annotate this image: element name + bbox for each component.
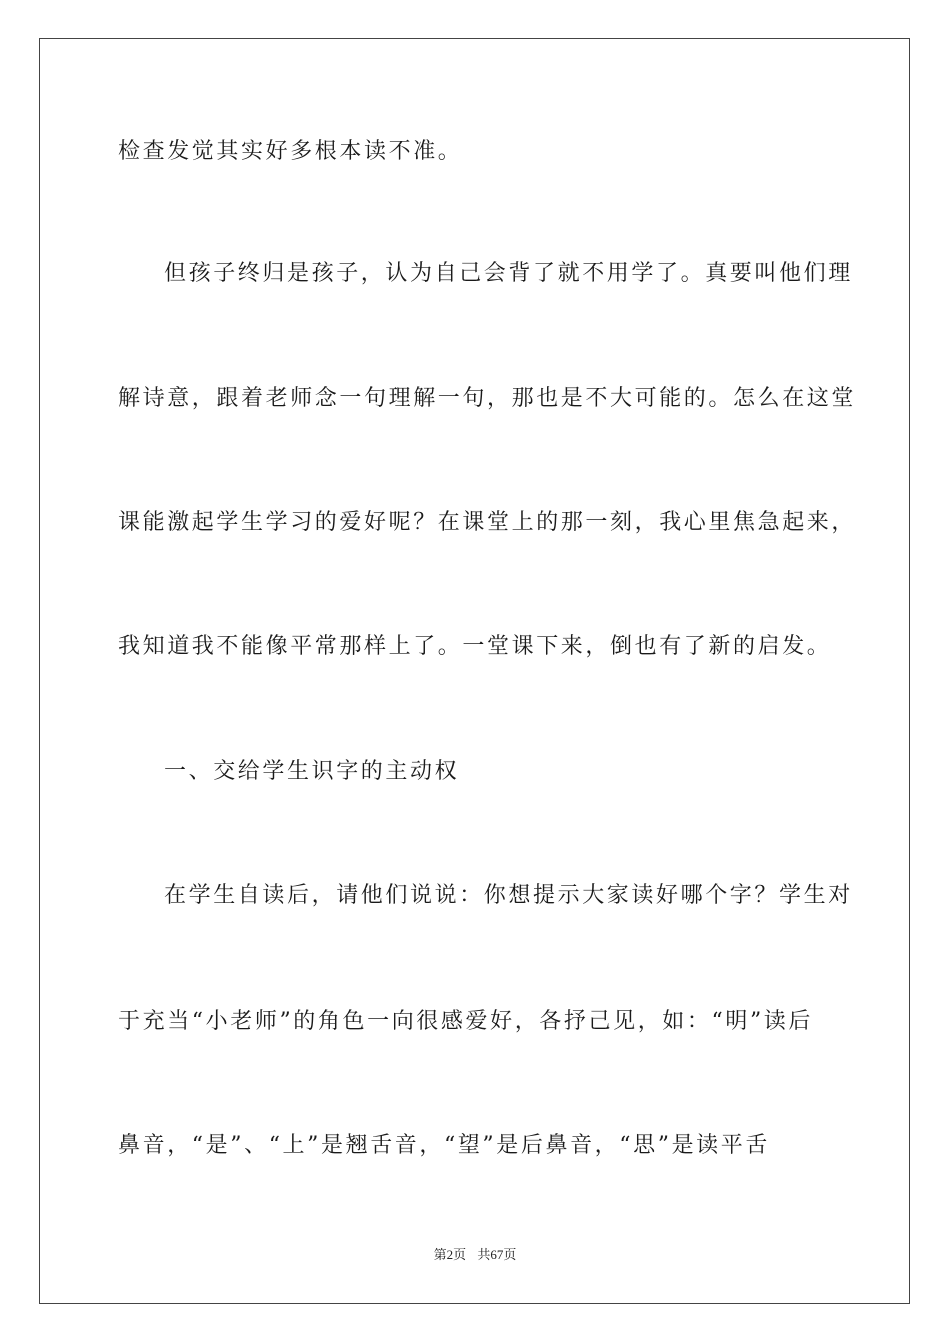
page-border (39, 38, 910, 1304)
text-line-2: 但孩子终归是孩子，认为自己会背了就不用学了。真要叫他们理 (164, 261, 853, 286)
text-line-9: 鼻音，“是”、“上”是翘舌音，“望”是后鼻音，“思”是读平舌 (118, 1133, 770, 1158)
page-total: 共67页 (477, 1247, 517, 1262)
text-line-4: 课能激起学生学习的爱好呢？在课堂上的那一刻，我心里焦急起来， (118, 510, 857, 535)
section-heading: 一、交给学生识字的主动权 (164, 759, 460, 784)
text-line-3: 解诗意，跟着老师念一句理解一句，那也是不大可能的。怎么在这堂 (118, 386, 857, 411)
text-line-1: 检查发觉其实好多根本读不准。 (118, 139, 463, 164)
text-line-5: 我知道我不能像平常那样上了。一堂课下来，倒也有了新的启发。 (118, 634, 832, 659)
page-footer (0, 1246, 950, 1264)
page-number: 第2页 (433, 1247, 467, 1262)
text-line-7: 在学生自读后，请他们说说：你想提示大家读好哪个字？学生对 (164, 883, 853, 908)
text-line-8: 于充当“小老师”的角色一向很感爱好，各抒己见，如：“明”读后 (118, 1009, 813, 1034)
